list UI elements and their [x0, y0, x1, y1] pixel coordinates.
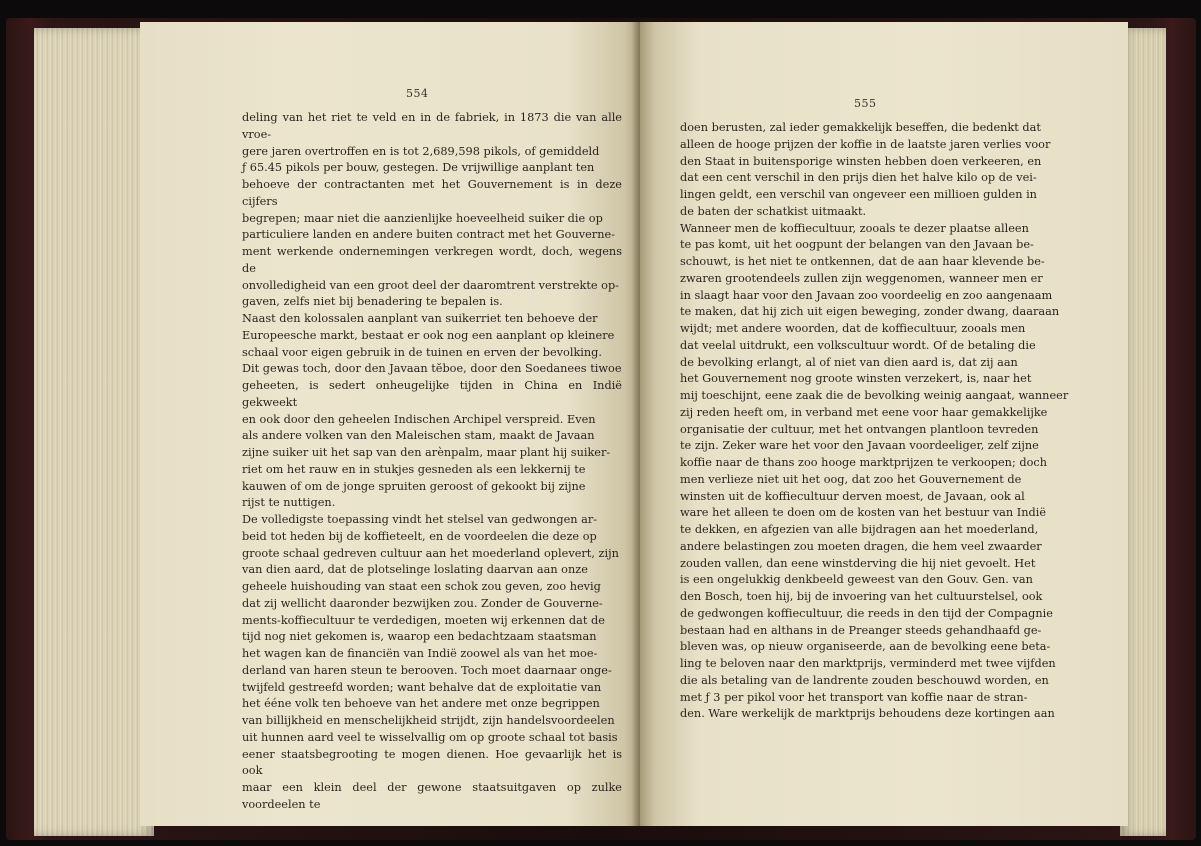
- right-page-number: 555: [854, 97, 877, 110]
- paragraph: doen berusten, zal ieder gemakkelijk beseffen, die bedenkt dat alleen de hooge prijzen der koffie in de laatste jaren verlies voor den Staat in buitensporige winsten hebben doen verkeeren, en dat een cent verschil in den prijs dien het halve kilo op de vei- lingen geldt, een verschil van ongeveer een millioen gulden in de baten der schatkist uitmaakt.: [680, 121, 1051, 218]
- left-page-number: 554: [406, 87, 429, 100]
- paragraph: De volledigste toepassing vindt het stelsel van gedwongen ar- beid tot heden bij de koffieteelt, en de voordeelen die deze op groote schaal gedreven cultuur aan het moederland oplevert, zijn van dien aard, dat de plotselinge loslating daarvan aan onze geheele huishouding van staat een schok zou geven, zoo hevig dat zij wellicht daaronder bezwijken zou. Zonder de Gouverne- ments-koffiecultuur te verdedigen, moeten wij erkennen dat de tijd nog niet gekomen is, waarop een bedachtzaam staatsman het wagen kan de financiën van Indië zoowel als van het moe- derland van haren steun te berooven. Toch moet daarnaar onge- twijfeld gestreefd worden; want behalve dat de exploitatie van het ééne volk ten behoeve van het andere met onze begrippen van billijkheid en menschelijkheid strijdt, zijn handelsvoordeelen uit hunnen aard veel te wisselvallig om op groote schaal tot basis eener staatsbegrooting te mogen dienen. Hoe gevaarlijk het is ook maar een klein deel der gewone staatsuitgaven op zulke voordeelen te: [242, 513, 622, 811]
- right-page: [640, 22, 1128, 826]
- right-page-text: [680, 120, 1100, 723]
- paragraph: deling van het riet te veld en in de fabriek, in 1873 die van alle vroe- gere jaren overtroffen en is tot 2,689,598 pikols, of gemiddeld ƒ 65.45 pikols per bouw, gestegen. De vrijwillige aanplant ten behoeve der contractanten met het Gouvernement is in deze cijfers begrepen; maar niet die aanzienlijke hoeveelheid suiker die op particuliere landen en andere buiten contract met het Gouverne- ment werkende ondernemingen verkregen wordt, doch, wegens de onvolledigheid van een groot deel der daaromtrent verstrekte op- gaven, zelfs niet bij benadering te bepalen is.: [242, 111, 622, 309]
- paragraph: Naast den kolossalen aanplant van suikerriet ten behoeve der Europeesche markt, bestaat er ook nog een aanplant op kleinere schaal voor eigen gebruik in de tuinen en erven der bevolking. Dit gewas toch, door den Javaan tĕboe, door den Soedanees tiwoe geheeten, is sedert onheugelijke tijden in China en Indië gekweekt en ook door den geheelen Indischen Archipel verspreid. Even als andere volken van den Maleischen stam, maakt de Javaan zijne suiker uit het sap van den arènpalm, maar plant hij suiker- riet om het rauw en in stukjes gesneden als een lekkernij te kauwen of om de jonge spruiten geroost of gekookt bij zijne rijst te nuttigen.: [242, 312, 622, 510]
- left-page: [140, 22, 640, 826]
- left-page-text: [242, 110, 622, 814]
- paragraph: Wanneer men de koffiecultuur, zooals te dezer plaatse alleen te pas komt, uit het oogpunt der belangen van den Javaan be- schouwt, is het niet te ontkennen, dat de aan haar klevende be- zwaren grootendeels zullen zijn weggenomen, wanneer men er in slaagt haar voor den Javaan zoo voordeelig en zoo aangenaam te maken, dat hij zich uit eigen beweging, zonder dwang, daaraan wijdt; met andere woorden, dat de koffiecultuur, zooals men dat veelal uitdrukt, een volkscultuur wordt. Of de betaling die de bevolking erlangt, al of niet van dien aard is, dat zij aan het Gouvernement nog groote winsten verzekert, is, naar het mij toeschijnt, eene zaak die de bevolking weinig aangaat, wanneer zij reden heeft om, in verband met eene voor haar gemakkelijke organisatie der cultuur, met het ontvangen plantloon tevreden te zijn. Zeker ware het voor den Javaan voordeeliger, zelf zijne koffie naar de thans zoo hooge marktprijzen te verkoopen; doch men verlieze niet uit het oog, dat zoo het Gouvernement de winsten uit de koffiecultuur derven moest, de Javaan, ook al ware het alleen te doen om de kosten van het bestuur van Indië te dekken, en afgezien van alle bijdragen aan het moederland, andere belastingen zou moeten dragen, die hem veel zwaarder zouden vallen, dan eene winstderving die hij niet gevoelt. Het is een ongelukkig denkbeeld geweest van den Gouv. Gen. van den Bosch, toen hij, bij de invoering van het cultuurstelsel, ook de gedwongen koffiecultuur, die reeds in den tijd der Compagnie bestaan had en althans in de Preanger steeds gehandhaafd ge- bleven was, op nieuw organiseerde, aan de bevolking eene beta- ling te beloven naar den marktprijs, verminderd met twee vijfden die als betaling van de landrente zouden beschouwd worden, en met ƒ 3 per pikol voor het transport van koffie naar de stran- den. Ware werkelijk de marktprijs behoudens deze kortingen aan: [680, 221, 1069, 721]
- left-page-edges: [34, 28, 154, 836]
